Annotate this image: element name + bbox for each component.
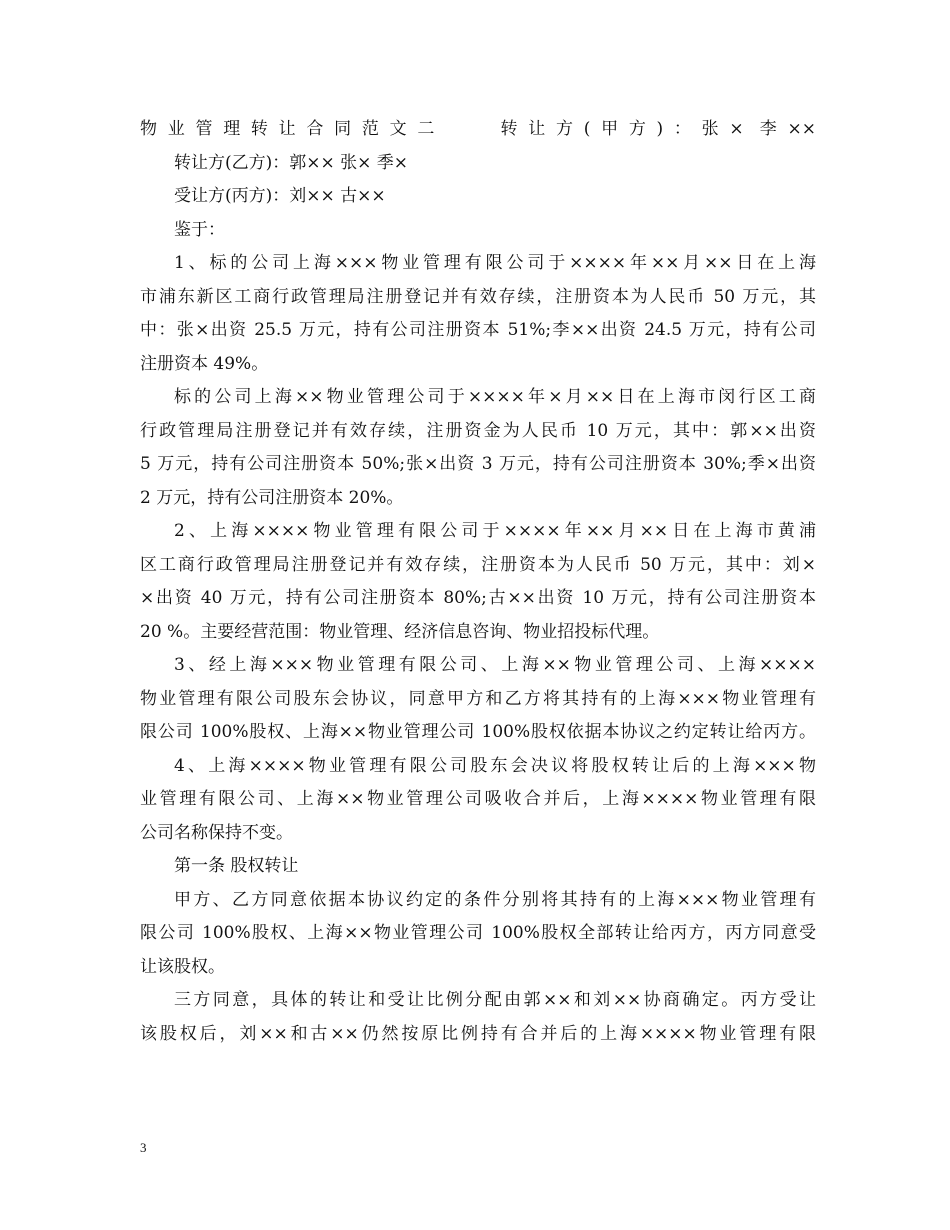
contract-body xyxy=(140,113,816,1051)
text-line: 该股权后，刘××和古××仍然按原比例持有合并后的上海××××物业管理有限 xyxy=(140,1023,816,1044)
text-line: 行政管理局注册登记并有效存续，注册资金为人民币 10 万元，其中：郭××出资 xyxy=(140,420,816,441)
page-number: 3 xyxy=(140,1140,147,1155)
text-line: 业管理有限公司、上海××物业管理公司吸收合并后，上海××××物业管理有限 xyxy=(140,789,816,809)
text-line: 1、标的公司上海×××物业管理有限公司于××××年××月××日在上海 xyxy=(174,253,816,273)
text-line: 标的公司上海××物业管理公司于××××年×月××日在上海市闵行区工商 xyxy=(174,387,816,407)
text-line: 限公司 100%股权、上海××物业管理公司 100%股权全部转让给丙方，丙方同意受 xyxy=(140,923,816,943)
text-line: 2 万元，持有公司注册资本 20%。 xyxy=(140,487,404,508)
text-line: 公司名称保持不变。 xyxy=(140,822,293,843)
text-line: 注册资本 49%。 xyxy=(140,353,269,374)
text-line: 受让方(丙方)：刘×× 古×× xyxy=(174,186,386,206)
text-line: 转让方(乙方)：郭×× 张× 季× xyxy=(174,152,409,173)
text-line: 区工商行政管理局注册登记并有效存续，注册资本为人民币 50 万元，其中：刘× xyxy=(140,554,816,575)
text-line: 中：张×出资 25.5 万元，持有公司注册资本 51%;李××出资 24.5 万元，持有公司 xyxy=(140,320,816,340)
text-line: 2、上海××××物业管理有限公司于××××年××月××日在上海市黄浦 xyxy=(174,521,816,541)
text-line: 甲方、乙方同意依据本协议约定的条件分别将其持有的上海×××物业管理有 xyxy=(174,889,816,910)
text-line: 让该股权。 xyxy=(140,956,225,977)
text-line: 4、上海××××物业管理有限公司股东会决议将股权转让后的上海×××物 xyxy=(174,755,816,776)
text-line: 物业管理有限公司股东会协议，同意甲方和乙方将其持有的上海×××物业管理有 xyxy=(140,688,816,709)
text-line: 20 %。主要经营范围：物业管理、经济信息咨询、物业招投标代理。 xyxy=(140,621,660,642)
article-heading: 第一条 股权转让 xyxy=(174,856,299,876)
text-line: 市浦东新区工商行政管理局注册登记并有效存续，注册资本为人民币 50 万元，其 xyxy=(140,286,816,307)
text-line: ×出资 40 万元，持有公司注册资本 80%;古××出资 10 万元，持有公司注册资本 xyxy=(140,588,816,608)
text-line: 5 万元，持有公司注册资本 50%;张×出资 3 万元，持有公司注册资本 30%;季×出资 xyxy=(140,454,816,474)
text-line: 限公司 100%股权、上海××物业管理公司 100%股权依据本协议之约定转让给丙方。 xyxy=(140,722,816,742)
text-line: 三方同意，具体的转让和受让比例分配由郭××和刘××协商确定。丙方受让 xyxy=(174,990,816,1010)
text-line: 3、经上海×××物业管理有限公司、上海××物业管理公司、上海×××× xyxy=(174,655,816,675)
text-line: 物业管理转让合同范文二 转让方(甲方)：张× 李×× xyxy=(140,119,816,139)
text-line: 鉴于： xyxy=(174,219,225,240)
